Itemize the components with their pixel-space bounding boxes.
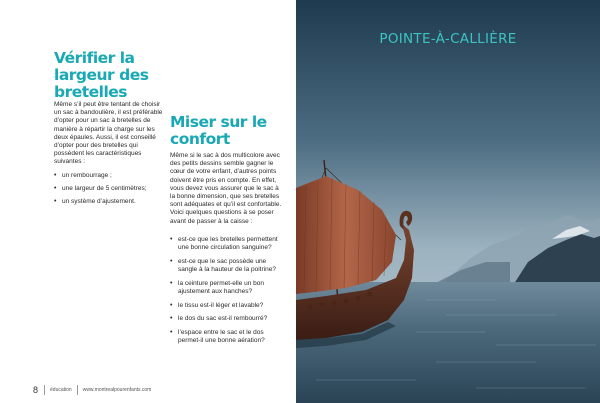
left-page: [0, 0, 296, 403]
confort-paragraph: Même si le sac à dos multicolore avec des petits dessins semble gagner le cœur de votre enfant, d’autres points doivent être pris en compte. En effet, vous devez vous assurer que le sac à la bonne dimension, que ses bretelles sont adéquates et qu’il est confortable. Voici quelques questions à se poser avant de passer à la caisse :: [170, 152, 282, 225]
list-item: • un rembourrage ;: [54, 172, 166, 180]
viking-ship-photo: [296, 0, 600, 403]
list-item: • l’espace entre le sac et le dos permet-il une bonne aération?: [170, 329, 284, 345]
list-item: • une largeur de 5 centimètres;: [54, 185, 166, 193]
list-item: • un système d’ajustement.: [54, 198, 166, 206]
list-item: • la ceinture permet-elle un bon ajustement aux hanches?: [170, 280, 284, 296]
list-item: • est-ce que le sac possède une sangle à la hauteur de la poitrine?: [170, 258, 284, 274]
advertisement-image: [296, 0, 600, 403]
bretelles-list: [54, 172, 166, 212]
section-heading-bretelles: Vérifier la largeur des bretelles: [54, 49, 149, 101]
museum-logo: POINTE-À-CALLIÈRE: [379, 31, 517, 47]
list-item: • le dos du sac est-il rembourré?: [170, 315, 284, 323]
list-item: • est-ce que les bretelles permettent une bonne circulation sanguine?: [170, 236, 284, 252]
section-heading-confort: Miser sur le confort: [170, 113, 267, 148]
page-footer: [33, 384, 151, 396]
confort-question-list: [170, 236, 284, 351]
bretelles-paragraph: Même s’il peut être tentant de choisir un sac à bandoulière, il est préférable d’opter pour un sac à bretelles de manière à répartir la charge sur les deux épaules. Aussi, il est conseillé d’opter pour des bretelles qui possèdent les caractéristiques suivantes :: [54, 101, 163, 166]
page-number: 8: [33, 385, 39, 395]
footer-divider: [77, 385, 78, 395]
list-item: • le tissu est-il léger et lavable?: [170, 302, 284, 310]
footer-section-label: éducation: [50, 387, 72, 393]
footer-website-link[interactable]: www.montrealpourenfants.com: [82, 387, 152, 393]
footer-divider: [44, 385, 45, 395]
